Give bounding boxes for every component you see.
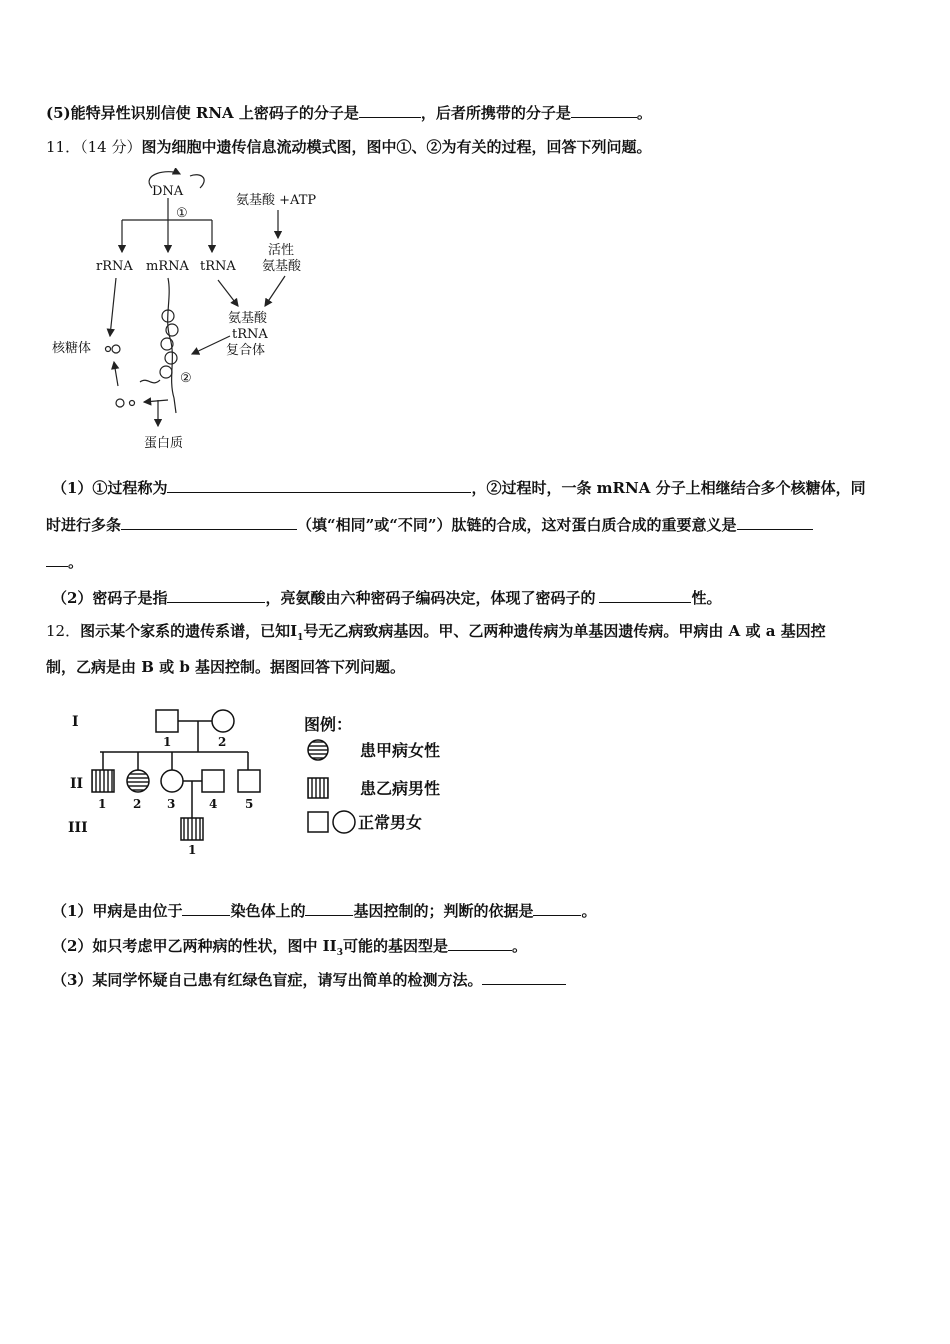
- q11-p1-text-c: 时进行多条: [46, 516, 122, 534]
- label-complex-1: 氨基酸: [228, 311, 268, 326]
- q11-p1-text-a: （1）①过程称为: [52, 479, 168, 497]
- pedigree-ii2-affected-female-a: [127, 770, 149, 792]
- pedigree-ii5-male: [238, 770, 260, 792]
- label-protein: 蛋白质: [144, 436, 184, 451]
- q11-part1-line1: [52, 477, 866, 498]
- pedigree-i2-female: [212, 710, 234, 732]
- label-iii1: 1: [188, 843, 197, 857]
- q10-part5-text-b: ，后者所携带的分子是: [420, 104, 571, 122]
- q11-p1-text-e: 。: [68, 553, 84, 571]
- q11-p1-text-d: （填“相同”或“不同”）肽链的合成，这对蛋白质合成的重要意义是: [297, 516, 737, 534]
- label-active-1: 活性: [268, 243, 295, 258]
- pedigree-ii1-affected-male-b: [92, 770, 114, 792]
- answer-blank[interactable]: [482, 969, 566, 985]
- legend-normal-female-icon: [333, 811, 355, 833]
- legend-normal-male-icon: [308, 812, 328, 832]
- q12-p2-sub: 3: [336, 948, 343, 958]
- q12-stem-line1: [46, 621, 826, 648]
- legend-title: 图例：: [304, 715, 353, 734]
- answer-blank[interactable]: [737, 514, 813, 530]
- q12-p2-text-b: 可能的基因型是: [342, 937, 448, 955]
- label-i2: 2: [218, 735, 227, 749]
- label-step-1: ①: [176, 206, 188, 221]
- q12-stem-line2: [46, 657, 405, 677]
- q11-p2-text-a: （2）密码子是指: [52, 589, 168, 607]
- q12-part1-line: [52, 900, 597, 921]
- label-active-2: 氨基酸: [262, 259, 302, 274]
- q12-p1-text-d: 。: [581, 902, 597, 920]
- label-dna: DNA: [152, 184, 184, 199]
- label-rrna: rRNA: [96, 259, 133, 274]
- answer-blank[interactable]: [359, 102, 421, 118]
- q12-p3-text-a: （3）某同学怀疑自己患有红绿色盲症，请写出简单的检测方法。: [52, 971, 483, 989]
- q12-part2-line: [52, 935, 527, 963]
- answer-blank[interactable]: [571, 102, 637, 118]
- pedigree-iii1-affected-male-b: [181, 818, 203, 840]
- q11-p2-text-b: ，亮氨酸由六种密码子编码决定，体现了密码子的: [265, 589, 596, 607]
- q12-stem-b: 号无乙病致病基因。甲、乙两种遗传病为单基因遗传病。甲病由 A 或 a 基因控: [303, 622, 826, 640]
- legend-affected-female-a-icon: [308, 740, 328, 760]
- q10-part5-line: [46, 102, 652, 123]
- q11-points: （14 分）: [80, 138, 142, 156]
- label-complex-2: tRNA: [232, 327, 268, 342]
- answer-blank[interactable]: [46, 551, 68, 567]
- q12-p1-text-a: （1）甲病是由位于: [52, 902, 183, 920]
- answer-blank[interactable]: [599, 587, 691, 603]
- label-ii4: 4: [209, 797, 218, 811]
- generation-iii-label: III: [68, 820, 88, 836]
- legend-label-a: 患甲病女性: [360, 741, 441, 760]
- answer-blank[interactable]: [448, 935, 512, 951]
- q12-p2-text-c: 。: [511, 937, 527, 955]
- answer-blank[interactable]: [121, 514, 297, 530]
- q12-number: 12．: [46, 622, 81, 640]
- label-ii2: 2: [133, 797, 142, 811]
- answer-blank[interactable]: [305, 900, 353, 916]
- label-trna: tRNA: [200, 259, 236, 274]
- legend-label-b: 患乙病男性: [360, 779, 441, 798]
- answer-blank[interactable]: [167, 477, 471, 493]
- q11-stem: 图为细胞中遗传信息流动模式图，图中①、②为有关的过程，回答下列问题。: [141, 138, 652, 156]
- q11-part1-line2: [46, 514, 813, 535]
- label-ii5: 5: [245, 797, 254, 811]
- label-amino-acid-atp: 氨基酸 +ATP: [236, 193, 317, 208]
- label-ribosome: 核糖体: [52, 341, 92, 356]
- pedigree-ii4-male: [202, 770, 224, 792]
- q12-stem-c: 制，乙病是由 B 或 b 基因控制。据图回答下列问题。: [46, 658, 406, 676]
- answer-blank[interactable]: [167, 587, 265, 603]
- q12-p1-text-c: 基因控制的；判断的依据是: [353, 902, 534, 920]
- legend-affected-male-b-icon: [308, 778, 328, 798]
- q10-part5-text-a: (5)能特异性识别信使 RNA 上密码子的分子是: [46, 104, 359, 122]
- label-complex-3: 复合体: [226, 343, 266, 358]
- q12-p2-text-a: （2）如只考虑甲乙两种病的性状，图中 II: [52, 937, 337, 955]
- q11-part1-line3: [46, 551, 83, 572]
- q11-p2-text-c: 性。: [691, 589, 722, 607]
- q10-part5-text-c: 。: [636, 104, 652, 122]
- q11-stem-line: [46, 137, 651, 157]
- label-step-2: ②: [180, 371, 192, 386]
- label-ii3: 3: [167, 797, 176, 811]
- generation-ii-label: II: [70, 776, 84, 792]
- genetic-info-flow-diagram: [40, 168, 340, 463]
- q12-stem-sub: 1: [297, 633, 304, 643]
- legend-label-c: 正常男女: [358, 813, 423, 832]
- generation-i-label: I: [72, 714, 79, 730]
- q11-number: 11．: [46, 138, 81, 156]
- answer-blank[interactable]: [533, 900, 581, 916]
- pedigree-ii3-female: [161, 770, 183, 792]
- q12-part3-line: [52, 969, 566, 990]
- label-ii1: 1: [98, 797, 107, 811]
- q12-p1-text-b: 染色体上的: [230, 902, 306, 920]
- label-mrna: mRNA: [146, 259, 189, 274]
- q11-p1-text-b: ，②过程时，一条 mRNA 分子上相继结合多个核糖体，同: [471, 479, 866, 497]
- pedigree-i1-male: [156, 710, 178, 732]
- pedigree-chart: [58, 700, 478, 860]
- q11-part2-line: [52, 587, 721, 608]
- label-i1: 1: [163, 735, 172, 749]
- q12-stem-a: 图示某个家系的遗传系谱，已知Ⅰ: [80, 622, 298, 640]
- answer-blank[interactable]: [182, 900, 230, 916]
